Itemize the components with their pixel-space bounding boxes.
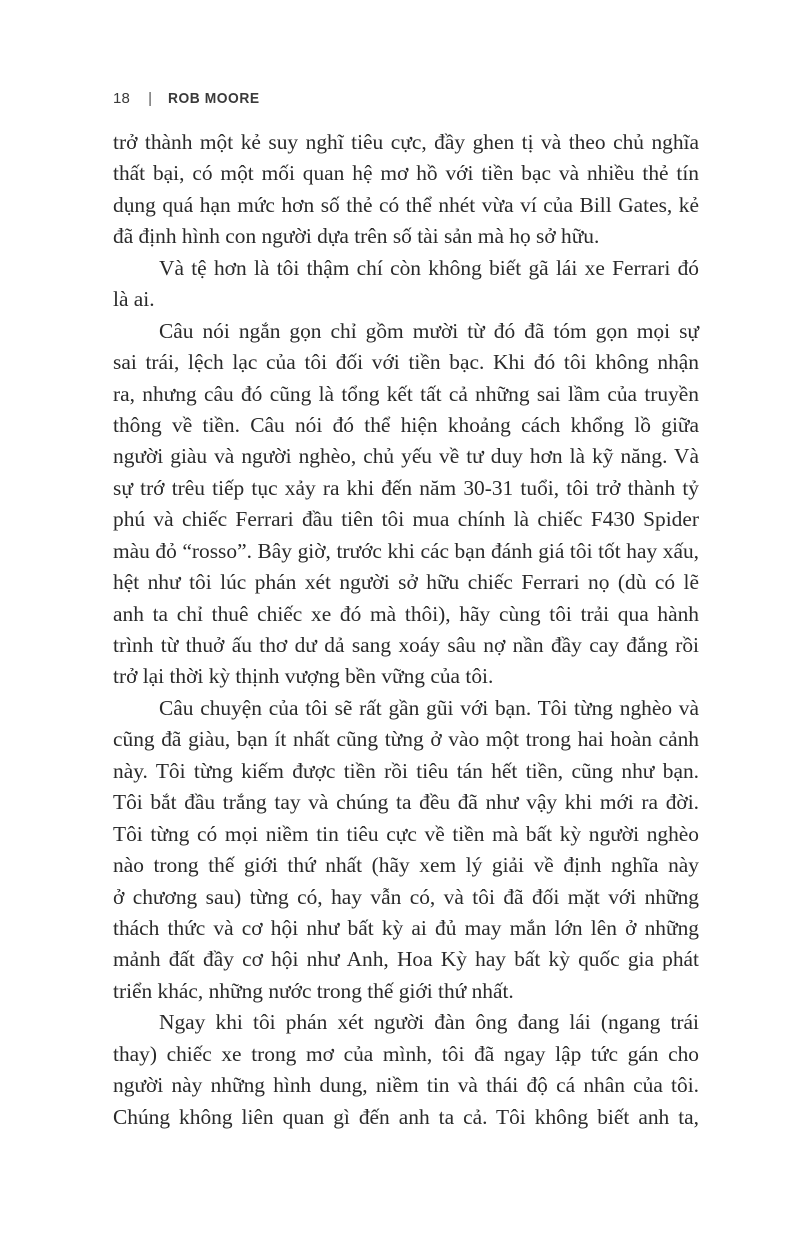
text-line: đã định hình con người dựa trên số tài sản mà họ sở hữu. bbox=[113, 224, 600, 249]
text-line: cũng đã giàu, bạn ít nhất cũng từng ở vào một trong hai hoàn cảnh bbox=[113, 727, 699, 752]
text-line: sự trớ trêu tiếp tục xảy ra khi đến năm 30-31 tuổi, tôi trở thành tỷ bbox=[113, 475, 699, 500]
text-line: thất bại, có một mối quan hệ mơ hồ với tiền bạc và nhiều thẻ tín bbox=[113, 161, 699, 186]
text-line: người giàu và người nghèo, chủ yếu về tư duy hơn là kỹ năng. Và bbox=[113, 444, 699, 469]
text-line: mảnh đất đầy cơ hội như Anh, Hoa Kỳ hay bất kỳ quốc gia phát bbox=[113, 947, 699, 972]
text-line: Tôi bắt đầu trắng tay và chúng ta đều đã như vậy khi mới ra đời. bbox=[113, 790, 699, 815]
text-line: người này những hình dung, niềm tin và thái độ cá nhân của tôi. bbox=[113, 1073, 699, 1098]
text-line: Câu chuyện của tôi sẽ rất gần gũi với bạn. Tôi từng nghèo và bbox=[159, 695, 699, 720]
author-name: ROB MOORE bbox=[168, 89, 260, 107]
text-line: ở chương sau) từng có, hay vẫn có, và tôi đã đối mặt với những bbox=[113, 884, 699, 909]
text-line: Ngay khi tôi phán xét người đàn ông đang lái (ngang trái bbox=[159, 1010, 699, 1035]
text-line: hệt như tôi lúc phán xét người sở hữu chiếc Ferrari nọ (dù có lẽ bbox=[113, 570, 699, 595]
text-line: Tôi từng có mọi niềm tin tiêu cực về tiền mà bất kỳ người nghèo bbox=[113, 821, 699, 846]
text-line: trình từ thuở ấu thơ dư dả sang xoáy sâu nợ nần đầy cay đắng rồi bbox=[113, 633, 699, 657]
paragraph bbox=[113, 1007, 699, 1133]
text-line: thách thức và cơ hội như bất kỳ ai đủ may mắn lớn lên ở những bbox=[113, 915, 699, 940]
text-line: Câu nói ngắn gọn chỉ gồm mười từ đó đã tóm gọn mọi sự bbox=[159, 318, 699, 343]
text-line: màu đỏ “rosso”. Bây giờ, trước khi các bạn đánh giá tôi tốt hay xấu, bbox=[113, 538, 699, 563]
text-line: triển khác, những nước trong thế giới thứ nhất. bbox=[113, 978, 514, 1003]
paragraph bbox=[113, 253, 699, 316]
text-line: thông về tiền. Câu nói đó thể hiện khoảng cách khổng lồ giữa bbox=[113, 412, 699, 437]
text-line: anh ta chỉ thuê chiếc xe đó mà thôi), hãy cùng tôi trải qua hành bbox=[113, 601, 699, 626]
header-separator: | bbox=[148, 89, 152, 107]
text-line: Chúng không liên quan gì đến anh ta cả. Tôi không biết anh ta, bbox=[113, 1104, 699, 1129]
running-header bbox=[113, 86, 268, 110]
text-line: sai trái, lệch lạc của tôi đối với tiền bạc. Khi đó tôi không nhận bbox=[113, 350, 699, 375]
body-text bbox=[113, 127, 699, 1133]
text-line: trở thành một kẻ suy nghĩ tiêu cực, đầy ghen tị và theo chủ nghĩa bbox=[113, 130, 699, 154]
text-line: nào trong thế giới thứ nhất (hãy xem lý giải về định nghĩa này bbox=[113, 853, 699, 878]
text-line: phú và chiếc Ferrari đầu tiên tôi mua chính là chiếc F430 Spider bbox=[113, 507, 699, 532]
paragraph bbox=[113, 127, 699, 253]
page-number: 18 bbox=[113, 89, 131, 107]
text-line: dụng quá hạn mức hơn số thẻ có thể nhét vừa ví của Bill Gates, kẻ bbox=[113, 192, 699, 217]
text-line: này. Tôi từng kiếm được tiền rồi tiêu tán hết tiền, cũng như bạn. bbox=[113, 758, 699, 783]
paragraph bbox=[113, 693, 699, 1007]
text-line: ra, nhưng câu đó cũng là tổng kết tất cả những sai lầm của truyền bbox=[113, 381, 699, 406]
text-line: là ai. bbox=[113, 287, 155, 312]
text-line: trở lại thời kỳ thịnh vượng bền vững của tôi. bbox=[113, 664, 494, 689]
text-line: Và tệ hơn là tôi thậm chí còn không biết gã lái xe Ferrari đó bbox=[159, 255, 699, 280]
paragraph bbox=[113, 316, 699, 693]
text-line: thay) chiếc xe trong mơ của mình, tôi đã ngay lập tức gán cho bbox=[113, 1041, 699, 1066]
